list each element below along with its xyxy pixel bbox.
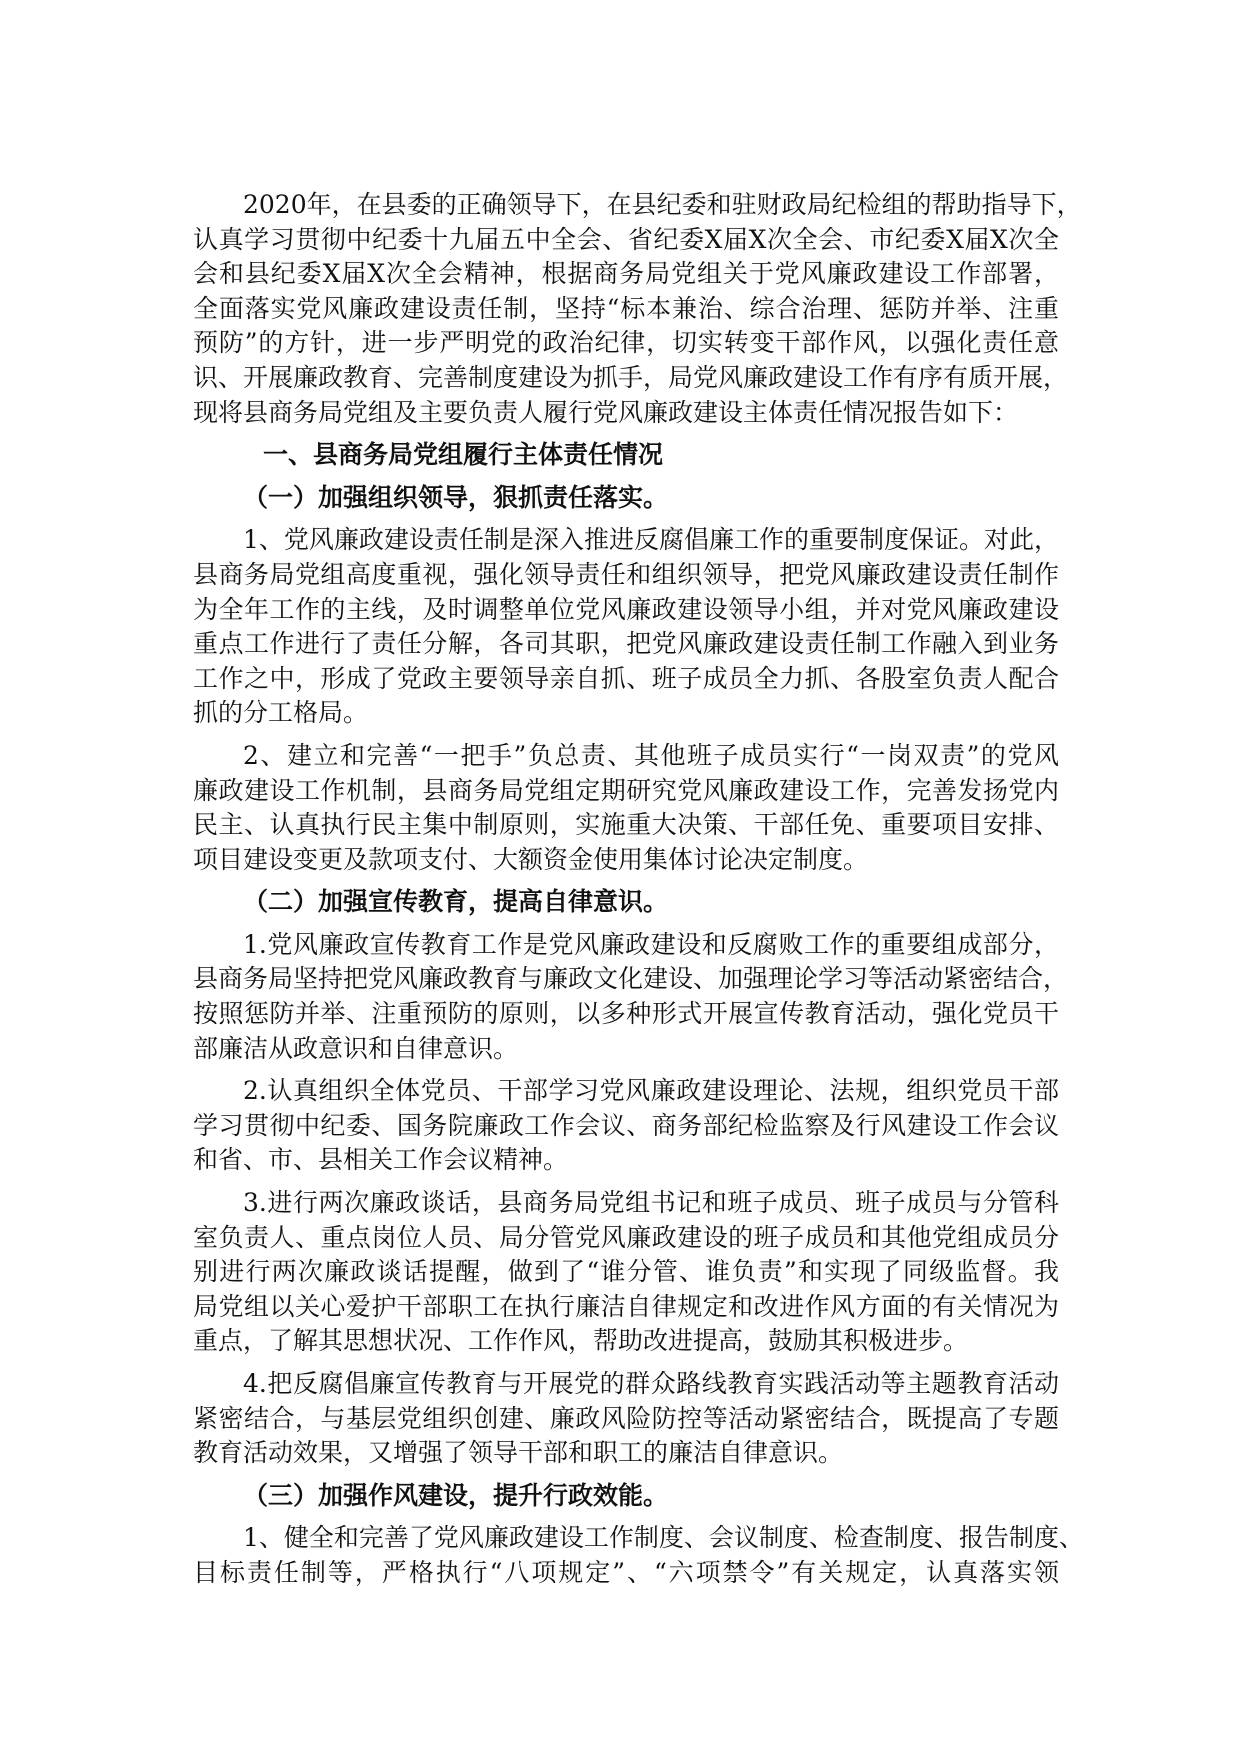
text-line: 县商务局党组高度重视，强化领导责任和组织领导，把党风廉政建设责任制作 (193, 559, 1059, 589)
text-line: 现将县商务局党组及主要负责人履行党风廉政建设主体责任情况报告如下： (193, 397, 1019, 427)
paragraph (193, 928, 1069, 1066)
text-line: 部廉洁从政意识和自律意识。 (193, 1033, 519, 1063)
text-line: 抓的分工格局。 (193, 698, 369, 728)
text-line: 为全年工作的主线，及时调整单位党风廉政建设领导小组，并对党风廉政建设 (193, 594, 1059, 624)
text-line: 识、开展廉政教育、完善制度建设为抓手，局党风廉政建设工作有序有质开展， (193, 362, 1069, 392)
document-body (193, 188, 1084, 1599)
paragraph (193, 1521, 1084, 1590)
text-line: 室负责人、重点岗位人员、局分管党风廉政建设的班子成员和其他党组成员分 (193, 1222, 1059, 1252)
text-line: 2、建立和完善“一把手”负总责、其他班子成员实行“一岗双责”的党风 (243, 740, 1059, 770)
text-line: 预防”的方针，进一步严明党的政治纪律，切实转变干部作风，以强化责任意 (193, 328, 1059, 358)
subsection-heading: （二）加强宣传教育，提高自律意识。 (243, 887, 669, 917)
paragraph (193, 188, 1082, 430)
section-heading: 一、县商务局党组履行主体责任情况 (263, 440, 664, 470)
text-line: 教育活动效果，又增强了领导干部和职工的廉洁自律意识。 (193, 1438, 844, 1468)
text-line: 县商务局坚持把党风廉政教育与廉政文化建设、加强理论学习等活动紧密结合， (193, 964, 1069, 994)
text-line: 工作之中，形成了党政主要领导亲自抓、班子成员全力抓、各股室负责人配合 (193, 663, 1059, 693)
text-line: 1、健全和完善了党风廉政建设工作制度、会议制度、检查制度、报告制度、 (243, 1523, 1084, 1553)
text-line: 2020年，在县委的正确领导下，在县纪委和驻财政局纪检组的帮助指导下， (243, 190, 1082, 219)
text-line: 1、党风廉政建设责任制是深入推进反腐倡廉工作的重要制度保证。对此， (243, 525, 1059, 555)
text-line: 廉政建设工作机制，县商务局党组定期研究党风廉政建设工作，完善发扬党内 (193, 775, 1059, 805)
text-line: 学习贯彻中纪委、国务院廉政工作会议、商务部纪检监察及行风建设工作会议 (193, 1110, 1059, 1140)
text-line: 和省、市、县相关工作会议精神。 (193, 1145, 569, 1175)
text-line: 项目建设变更及款项支付、大额资金使用集体讨论决定制度。 (193, 844, 869, 874)
text-line: 局党组以关心爱护干部职工在执行廉洁自律规定和改进作风方面的有关情况为 (193, 1291, 1059, 1321)
text-line: 重点工作进行了责任分解，各司其职，把党风廉政建设责任制工作融入到业务 (193, 629, 1059, 659)
text-line: 会和县纪委X届X次全会精神，根据商务局党组关于党风廉政建设工作部署， (193, 259, 1059, 289)
text-line: 按照惩防并举、注重预防的原则，以多种形式开展宣传教育活动，强化党员干 (193, 999, 1059, 1029)
text-line: 紧密结合，与基层党组织创建、廉政风险防控等活动紧密结合，既提高了专题 (193, 1403, 1059, 1433)
text-line: 重点，了解其思想状况、工作作风，帮助改进提高，鼓励其积极进步。 (193, 1326, 969, 1356)
text-line: 民主、认真执行民主集中制原则，实施重大决策、干部任免、重要项目安排、 (193, 810, 1059, 840)
paragraph (193, 739, 1059, 877)
paragraph (193, 1367, 1059, 1471)
text-line: 2.认真组织全体党员、干部学习党风廉政建设理论、法规，组织党员干部 (243, 1076, 1059, 1106)
text-line: 认真学习贯彻中纪委十九届五中全会、省纪委X届X次全会、市纪委X届X次全 (193, 224, 1059, 254)
text-line: 3.进行两次廉政谈话，县商务局党组书记和班子成员、班子成员与分管科 (243, 1188, 1059, 1218)
text-line: 全面落实党风廉政建设责任制，坚持“标本兼治、综合治理、惩防并举、注重 (193, 293, 1059, 323)
text-line: 目标责任制等，严格执行“八项规定”、“六项禁令”有关规定，认真落实领 (193, 1557, 1059, 1587)
paragraph (193, 1074, 1059, 1178)
text-line: 4.把反腐倡廉宣传教育与开展党的群众路线教育实践活动等主题教育活动 (243, 1369, 1059, 1398)
text-line: 别进行两次廉政谈话提醒，做到了“谁分管、谁负责”和实现了同级监督。我 (193, 1257, 1059, 1287)
paragraph (193, 523, 1059, 731)
text-line: 1.党风廉政宣传教育工作是党风廉政建设和反腐败工作的重要组成部分， (243, 929, 1059, 959)
subsection-heading: （三）加强作风建设，提升行政效能。 (243, 1480, 669, 1510)
paragraph (193, 1186, 1059, 1359)
subsection-heading: （一）加强组织领导，狠抓责任落实。 (243, 482, 669, 512)
